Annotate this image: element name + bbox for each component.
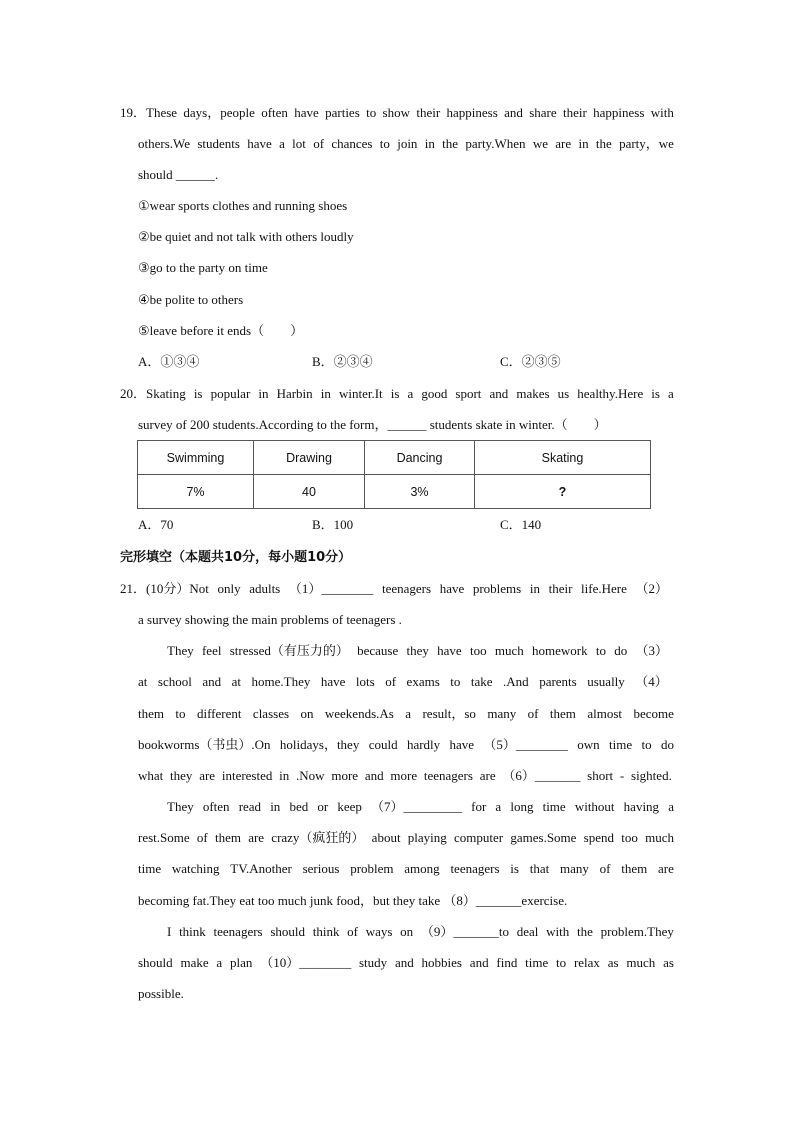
survey-table-value-row	[138, 475, 651, 509]
word: lot	[292, 136, 306, 151]
word: for	[471, 799, 487, 814]
word: others.We	[138, 136, 191, 151]
word: have	[449, 737, 475, 752]
word: teenagers	[213, 924, 263, 939]
word: （4）	[635, 674, 668, 689]
word: them	[549, 706, 576, 721]
word: much	[626, 955, 656, 970]
word: party.When	[465, 136, 526, 151]
word: their	[562, 105, 587, 120]
word: much	[494, 643, 524, 658]
word: problem.They	[600, 924, 674, 939]
word: of	[313, 136, 325, 151]
word: 21．(10分）Not	[120, 581, 209, 596]
question-19-item-3: ③go to the party on time	[138, 260, 268, 275]
word: .And	[503, 674, 529, 689]
word: are	[199, 768, 216, 783]
word: sport	[455, 386, 482, 401]
word: almost	[587, 706, 623, 721]
word: of	[347, 924, 359, 939]
word: of	[196, 830, 208, 845]
word: exams	[406, 674, 440, 689]
word: usually	[587, 674, 625, 689]
question-20-option-a[interactable]: A．70	[138, 517, 174, 532]
word: to	[641, 737, 652, 752]
word: is	[193, 386, 203, 401]
word: at	[231, 674, 242, 689]
word: the	[595, 136, 612, 151]
word: with	[546, 924, 570, 939]
word: in	[578, 136, 589, 151]
word: games.Some	[510, 830, 577, 845]
word: -	[619, 768, 625, 783]
word: in	[279, 768, 290, 783]
word: life.Here	[581, 581, 627, 596]
word: healthy.Here	[577, 386, 644, 401]
word: are	[658, 861, 674, 876]
word: （1）________	[288, 581, 374, 596]
word: time	[138, 861, 162, 876]
question-21-line-11: becoming fat.They eat too much junk food，but they take （8）_______exercise.	[138, 893, 568, 908]
question-20-line-2: survey of 200 students.According to the form，______ students skate in winter.（ ）	[138, 417, 607, 432]
word: are	[479, 768, 496, 783]
word: hardly	[406, 737, 441, 752]
word: students	[197, 136, 240, 151]
question-19-item-4: ④be polite to others	[138, 292, 244, 307]
table-header-cell: Dancing	[365, 441, 475, 475]
word: happiness	[593, 105, 645, 120]
question-21-line-12	[167, 924, 674, 940]
word: to	[556, 955, 567, 970]
word: as	[607, 955, 619, 970]
question-21-line-13	[138, 955, 674, 971]
word: bookworms（书虫）.On	[138, 737, 271, 752]
word: adults	[249, 581, 281, 596]
word: having	[623, 799, 660, 814]
word: more	[331, 768, 359, 783]
word: at	[138, 674, 148, 689]
word: interested	[221, 768, 273, 783]
word: own	[577, 737, 600, 752]
question-21-line-14: possible.	[138, 986, 184, 1001]
word: find	[496, 955, 518, 970]
word: take	[470, 674, 493, 689]
word: read	[238, 799, 262, 814]
word: to	[450, 674, 461, 689]
word: a	[279, 136, 285, 151]
question-21-line-5	[138, 706, 674, 722]
word: .Now	[296, 768, 325, 783]
word: do	[614, 643, 628, 658]
word: short	[587, 768, 614, 783]
word: in	[258, 386, 269, 401]
table-header-cell: Swimming	[138, 441, 254, 475]
table-cell: ?	[475, 475, 651, 509]
table-header-cell: Drawing	[254, 441, 365, 475]
word: about	[371, 830, 401, 845]
word: and	[489, 386, 509, 401]
word: study	[359, 955, 388, 970]
word: think	[312, 924, 340, 939]
word: too	[469, 643, 487, 658]
word: good	[421, 386, 448, 401]
word: think	[179, 924, 206, 939]
word: relax	[573, 955, 600, 970]
question-20-option-c[interactable]: C．140	[500, 517, 542, 532]
word: weekends.As	[324, 706, 394, 721]
word: are	[248, 830, 265, 845]
word: do	[661, 737, 674, 752]
word: holidays，they	[279, 737, 360, 752]
question-21-line-9	[138, 830, 674, 846]
word: of	[527, 706, 539, 721]
word: and	[202, 674, 222, 689]
word: in	[320, 386, 331, 401]
word: is	[510, 861, 519, 876]
word: and	[504, 105, 523, 120]
word: （5）________	[483, 737, 568, 752]
word: should	[138, 955, 173, 970]
word: have	[247, 136, 272, 151]
word: teenagers	[450, 861, 500, 876]
word: or	[317, 799, 329, 814]
word: （2）	[635, 581, 668, 596]
word: because	[357, 643, 399, 658]
word: have	[439, 581, 465, 596]
word: makes	[516, 386, 550, 401]
word: （6）_______	[502, 768, 581, 783]
survey-table	[137, 440, 651, 509]
word: and	[394, 955, 414, 970]
word: winter.It	[338, 386, 383, 401]
word: as	[663, 955, 674, 970]
word: watching	[171, 861, 220, 876]
word: of	[385, 674, 397, 689]
survey-table-header-row	[138, 441, 651, 475]
word: and	[469, 955, 489, 970]
word: is	[651, 386, 660, 401]
word: parties	[325, 105, 360, 120]
word: on	[400, 924, 414, 939]
word: to	[175, 706, 186, 721]
word: party，we	[619, 136, 674, 151]
word: spend	[583, 830, 615, 845]
word: sighted.	[631, 768, 672, 783]
word: a	[405, 706, 412, 721]
word: of	[599, 861, 611, 876]
word: often	[261, 105, 288, 120]
word: days，people	[183, 105, 255, 120]
question-21-line-1	[120, 581, 668, 597]
word: ways	[365, 924, 393, 939]
word: the	[576, 924, 593, 939]
word: plan	[230, 955, 253, 970]
word: without	[574, 799, 615, 814]
word: result，so	[422, 706, 476, 721]
word: home.They	[251, 674, 311, 689]
question-21-line-4	[138, 674, 668, 690]
word: us	[557, 386, 570, 401]
word: 20．Skating	[120, 386, 186, 401]
word: have	[437, 643, 462, 658]
word: in	[529, 581, 540, 596]
word: different	[196, 706, 242, 721]
question-21-line-2: a survey showing the main problems of teenagers .	[138, 612, 402, 627]
word: hobbies	[421, 955, 462, 970]
question-19-line-3: should ______.	[138, 167, 219, 182]
word: share	[529, 105, 557, 120]
word: in	[270, 799, 281, 814]
word: classes	[252, 706, 290, 721]
word: （7）_________	[370, 799, 462, 814]
question-19-item-5: ⑤leave before it ends（ ）	[138, 323, 304, 338]
word: many	[560, 861, 589, 876]
question-21-line-6	[138, 737, 674, 753]
word: that	[529, 861, 550, 876]
word: only	[217, 581, 241, 596]
word: feel	[201, 643, 222, 658]
question-21-line-10	[138, 861, 674, 877]
word: in	[424, 136, 435, 151]
word: （10）________	[260, 955, 352, 970]
word: keep	[337, 799, 362, 814]
word: a	[668, 799, 674, 814]
word: long	[510, 799, 534, 814]
word: popular	[210, 386, 251, 401]
word: them	[214, 830, 241, 845]
word: lots	[355, 674, 375, 689]
word: are	[555, 136, 572, 151]
word: They	[167, 799, 194, 814]
word: time	[525, 955, 549, 970]
word: become	[633, 706, 674, 721]
question-19-item-2: ②be quiet and not talk with others loudly	[138, 229, 354, 244]
word: computer	[454, 830, 504, 845]
word: TV.Another	[230, 861, 292, 876]
question-20-option-b[interactable]: B．100	[312, 517, 354, 532]
word: them	[138, 706, 164, 721]
word: many	[487, 706, 517, 721]
word: Harbin	[276, 386, 313, 401]
question-21-line-3	[167, 643, 668, 659]
word: to	[595, 643, 606, 658]
word: bed	[289, 799, 309, 814]
word: stressed（有压力的）	[229, 643, 349, 658]
word: problems	[472, 581, 522, 596]
table-cell: 3%	[365, 475, 475, 509]
word: time	[609, 737, 633, 752]
section-heading: 完形填空（本题共10分，每小题10分）	[120, 550, 352, 565]
word: a	[495, 799, 502, 814]
word: more	[390, 768, 418, 783]
word: have	[320, 674, 346, 689]
word: could	[368, 737, 398, 752]
word: They	[167, 643, 194, 658]
word: school	[157, 674, 192, 689]
word: deal	[516, 924, 539, 939]
word: rest.Some	[138, 830, 190, 845]
table-cell: 7%	[138, 475, 254, 509]
word: the	[442, 136, 459, 151]
word: to	[379, 136, 390, 151]
word: with	[650, 105, 674, 120]
word: among	[404, 861, 440, 876]
word: playing	[407, 830, 447, 845]
word: and	[364, 768, 384, 783]
word: serious	[302, 861, 340, 876]
word: them	[621, 861, 648, 876]
word: teenagers	[423, 768, 473, 783]
word: chances	[331, 136, 373, 151]
question-19-line-2	[138, 136, 674, 152]
word: is	[390, 386, 400, 401]
word: happiness	[446, 105, 498, 120]
word: often	[202, 799, 230, 814]
word: a	[216, 955, 223, 970]
table-header-cell: Skating	[475, 441, 651, 475]
word: a	[668, 386, 674, 401]
question-21-line-7	[138, 768, 672, 784]
question-20-line-1	[120, 386, 674, 402]
question-19-item-1: ①wear sports clothes and running shoes	[138, 198, 348, 213]
word: we	[532, 136, 548, 151]
word: teenagers	[381, 581, 432, 596]
word: join	[397, 136, 418, 151]
word: their	[416, 105, 441, 120]
word: much	[645, 830, 674, 845]
word: their	[548, 581, 573, 596]
word: （3）	[635, 643, 668, 658]
word: too	[621, 830, 638, 845]
question-19-option-b[interactable]: B．②③④	[312, 354, 373, 369]
word: make	[180, 955, 209, 970]
word: a	[407, 386, 414, 401]
question-19-line-1	[120, 105, 674, 121]
word: they	[170, 768, 193, 783]
word: parents	[539, 674, 577, 689]
word: 19．These	[120, 105, 178, 120]
word: time	[542, 799, 566, 814]
word: what	[138, 768, 164, 783]
word: have	[294, 105, 319, 120]
word: they	[406, 643, 429, 658]
question-19-option-c[interactable]: C．②③⑤	[500, 354, 561, 369]
table-cell: 40	[254, 475, 365, 509]
word: （9）_______to	[420, 924, 510, 939]
question-19-option-a[interactable]: A．①③④	[138, 354, 200, 369]
word: should	[270, 924, 305, 939]
word: show	[382, 105, 410, 120]
word: problem	[350, 861, 394, 876]
word: I	[167, 924, 172, 939]
word: on	[300, 706, 314, 721]
word: crazy（疯狂的）	[271, 830, 365, 845]
question-21-line-8	[167, 799, 674, 815]
word: to	[366, 105, 377, 120]
word: homework	[531, 643, 588, 658]
